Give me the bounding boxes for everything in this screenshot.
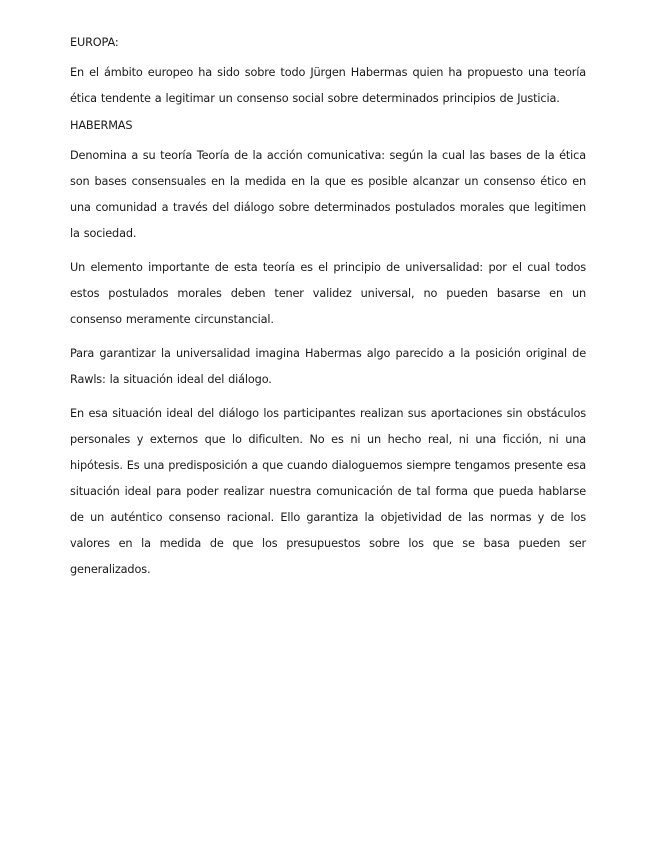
paragraph-dialogo: En esa situación ideal del diálogo los participantes realizan sus aportaciones sin obstáculos personales y externos que lo dificulten. No es ni un hecho real, ni una ficción, ni una hipótesis. Es una predisposición a que cuando dialoguemos siempre tengamos presente esa situación ideal para poder realizar nuestra comunicación de tal forma que pueda hablarse de un auténtico consenso racional. Ello garantiza la objetividad de las normas y de los valores en la medida de que los presupuestos sobre los que se basa pueden ser generalizados. [70, 407, 586, 576]
paragraph-situacion-ideal: Para garantizar la universalidad imagina Habermas algo parecido a la posición original de Rawls: la situación ideal del diálogo. [70, 347, 586, 386]
paragraph-accion-comunicativa: Denomina a su teoría Teoría de la acción comunicativa: según la cual las bases de la ética son bases consensuales en la medida en la que es posible alcanzar un consenso ético en una comunidad a través del diálogo sobre determinados postulados morales que legitimen la sociedad. [70, 149, 586, 240]
paragraph-universalidad: Un elemento importante de esta teoría es el principio de universalidad: por el cual todos estos postulados morales deben tener validez universal, no pueden basarse en un consenso meramente circunstancial. [70, 261, 586, 326]
paragraph-europa-intro: En el ámbito europeo ha sido sobre todo Jürgen Habermas quien ha propuesto una teoría ética tendente a legitimar un consenso social sobre determinados principios de Justicia. [70, 66, 586, 105]
document-page [70, 34, 586, 591]
heading-europa: EUROPA: [70, 36, 119, 49]
heading-habermas: HABERMAS [70, 119, 133, 132]
